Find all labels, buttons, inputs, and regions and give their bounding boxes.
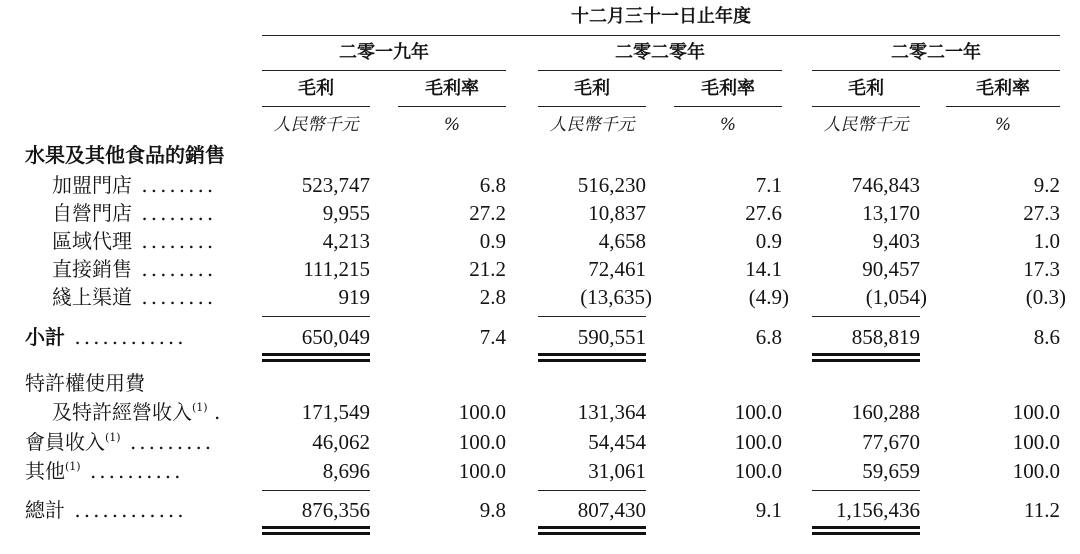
cell: 111,215 bbox=[303, 257, 370, 281]
cell: 1,156,436 bbox=[836, 498, 920, 522]
cell: 9.1 bbox=[755, 498, 782, 522]
col-gross-margin-2020: 毛利率 bbox=[701, 78, 755, 99]
section-title: 水果及其他食品的銷售 bbox=[25, 143, 225, 167]
cell: (1,054) bbox=[865, 285, 927, 309]
total-label: 總計 bbox=[25, 498, 65, 522]
cell: 9.2 bbox=[1033, 173, 1060, 197]
cell: 21.2 bbox=[469, 257, 506, 281]
cell: 10,837 bbox=[588, 201, 646, 225]
cell: 6.8 bbox=[479, 173, 506, 197]
cell: 59,659 bbox=[862, 459, 920, 483]
cell: (0.3) bbox=[1025, 285, 1066, 309]
cell: 100.0 bbox=[734, 400, 782, 424]
cell: 807,430 bbox=[577, 498, 646, 522]
cell: 27.3 bbox=[1023, 201, 1060, 225]
unit-amount-2020: 人民幣千元 bbox=[549, 115, 635, 135]
cell: 523,747 bbox=[301, 173, 370, 197]
cell: 516,230 bbox=[577, 173, 646, 197]
col-rule bbox=[674, 106, 782, 107]
period-title: 十二月三十一日止年度 bbox=[571, 6, 751, 27]
cell: 919 bbox=[338, 285, 370, 309]
row-label: 自營門店 bbox=[52, 201, 132, 225]
col-gross-margin-2021: 毛利率 bbox=[976, 78, 1030, 99]
cell: 858,819 bbox=[851, 325, 920, 349]
double-rule bbox=[538, 353, 646, 362]
unit-percent-2020: % bbox=[719, 115, 737, 135]
cell: 100.0 bbox=[458, 459, 506, 483]
cell: 100.0 bbox=[734, 430, 782, 454]
cell: 13,170 bbox=[862, 201, 920, 225]
row-label: 會員收入 bbox=[25, 430, 105, 454]
col-gross-profit-2020: 毛利 bbox=[574, 78, 610, 99]
cell: 72,461 bbox=[588, 257, 646, 281]
cell: 17.3 bbox=[1023, 257, 1060, 281]
footnote-mark: (1) bbox=[65, 460, 81, 473]
subtotal-label: 小計 bbox=[25, 325, 65, 349]
row-label-line2: 及特許經營收入 bbox=[52, 400, 192, 424]
year-rule-2021 bbox=[812, 70, 1060, 71]
cell: 1.0 bbox=[1033, 229, 1060, 253]
cell: 8,696 bbox=[322, 459, 370, 483]
sum-rule bbox=[262, 490, 370, 491]
cell: 7.1 bbox=[755, 173, 782, 197]
cell: (4.9) bbox=[748, 285, 789, 309]
sum-rule bbox=[812, 490, 920, 491]
cell: 160,288 bbox=[851, 400, 920, 424]
double-rule bbox=[262, 353, 370, 362]
year-2020: 二零二零年 bbox=[615, 42, 705, 63]
sum-rule bbox=[538, 490, 646, 491]
cell: 46,062 bbox=[312, 430, 370, 454]
cell: 876,356 bbox=[301, 498, 370, 522]
header-rule bbox=[262, 35, 1060, 36]
cell: 746,843 bbox=[851, 173, 920, 197]
row-label: 區域代理 bbox=[52, 229, 132, 253]
cell: 0.9 bbox=[755, 229, 782, 253]
row-label: 其他 bbox=[25, 459, 65, 483]
year-2019: 二零一九年 bbox=[339, 42, 429, 63]
footnote-mark: (1) bbox=[192, 401, 208, 414]
double-rule bbox=[812, 526, 920, 535]
cell: 90,457 bbox=[862, 257, 920, 281]
cell: 0.9 bbox=[479, 229, 506, 253]
cell: 100.0 bbox=[1012, 459, 1060, 483]
cell: 27.2 bbox=[469, 201, 506, 225]
col-rule bbox=[812, 106, 920, 107]
row-label: 綫上渠道 bbox=[52, 285, 132, 309]
cell: 100.0 bbox=[1012, 430, 1060, 454]
col-rule bbox=[538, 106, 646, 107]
cell: (13,635) bbox=[580, 285, 652, 309]
cell: 171,549 bbox=[301, 400, 370, 424]
col-rule bbox=[946, 106, 1060, 107]
sum-rule bbox=[812, 316, 920, 317]
unit-percent-2021: % bbox=[994, 115, 1012, 135]
col-rule bbox=[262, 106, 370, 107]
cell: 54,454 bbox=[588, 430, 646, 454]
unit-amount-2019: 人民幣千元 bbox=[273, 115, 359, 135]
col-gross-margin-2019: 毛利率 bbox=[425, 78, 479, 99]
cell: 9.8 bbox=[479, 498, 506, 522]
cell: 4,658 bbox=[598, 229, 646, 253]
cell: 650,049 bbox=[301, 325, 370, 349]
cell: 11.2 bbox=[1024, 498, 1060, 522]
cell: 100.0 bbox=[458, 430, 506, 454]
double-rule bbox=[262, 526, 370, 535]
col-gross-profit-2019: 毛利 bbox=[298, 78, 334, 99]
cell: 2.8 bbox=[479, 285, 506, 309]
cell: 8.6 bbox=[1033, 325, 1060, 349]
cell: 4,213 bbox=[322, 229, 370, 253]
unit-percent-2019: % bbox=[443, 115, 461, 135]
row-label: 直接銷售 bbox=[52, 257, 132, 281]
cell: 100.0 bbox=[734, 459, 782, 483]
cell: 100.0 bbox=[1012, 400, 1060, 424]
cell: 7.4 bbox=[479, 325, 506, 349]
double-rule bbox=[538, 526, 646, 535]
sum-rule bbox=[262, 316, 370, 317]
year-2021: 二零二一年 bbox=[891, 42, 981, 63]
cell: 27.6 bbox=[745, 201, 782, 225]
cell: 590,551 bbox=[577, 325, 646, 349]
cell: 131,364 bbox=[577, 400, 646, 424]
row-label-line1: 特許權使用費 bbox=[25, 371, 145, 395]
year-rule-2019 bbox=[262, 70, 506, 71]
cell: 77,670 bbox=[862, 430, 920, 454]
col-rule bbox=[398, 106, 506, 107]
col-gross-profit-2021: 毛利 bbox=[848, 78, 884, 99]
cell: 14.1 bbox=[745, 257, 782, 281]
cell: 31,061 bbox=[588, 459, 646, 483]
cell: 9,955 bbox=[322, 201, 370, 225]
unit-amount-2021: 人民幣千元 bbox=[823, 115, 909, 135]
footnote-mark: (1) bbox=[105, 431, 121, 444]
sum-rule bbox=[538, 316, 646, 317]
cell: 100.0 bbox=[458, 400, 506, 424]
year-rule-2020 bbox=[538, 70, 782, 71]
row-label: 加盟門店 bbox=[52, 173, 132, 197]
cell: 6.8 bbox=[755, 325, 782, 349]
cell: 9,403 bbox=[872, 229, 920, 253]
double-rule bbox=[812, 353, 920, 362]
